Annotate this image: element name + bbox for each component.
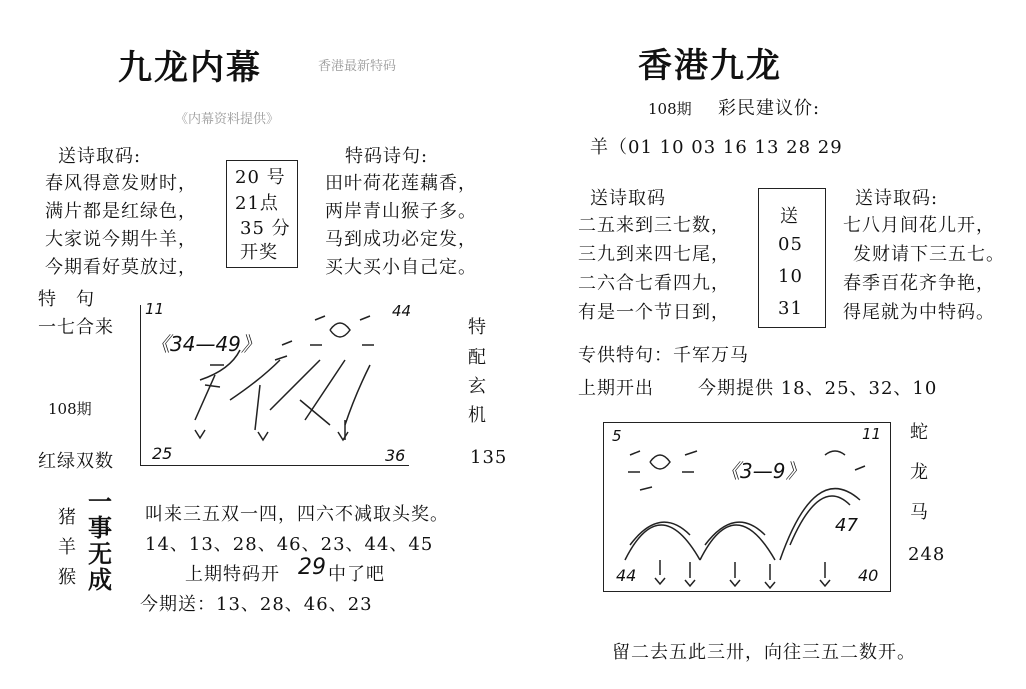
- right-poem-line: 二五来到三七数，: [578, 215, 730, 236]
- left-special-poem-header: 特码诗句:: [345, 146, 429, 167]
- left-sketch-tl: 11: [145, 300, 165, 318]
- left-subtitle: 香港最新特码: [318, 59, 397, 74]
- left-poem-line: 春风得意发财时，: [45, 173, 197, 194]
- right-special-poem-line: 得尾就为中特码。: [843, 302, 995, 323]
- right-poem-line: 有是一个节日到，: [578, 302, 730, 323]
- zodiac-monkey: 猴: [58, 567, 77, 588]
- right-advice: 彩民建议价:: [718, 98, 821, 119]
- right-sketch-tl: 5: [612, 427, 622, 445]
- left-side-number: 135: [470, 447, 508, 468]
- left-poem-header: 送诗取码:: [58, 146, 142, 167]
- draw-info-minute: 35 分: [240, 218, 291, 239]
- right-side-char: 马: [910, 502, 929, 523]
- left-line2: 14、13、28、46、23、44、45: [145, 534, 434, 555]
- right-title: 香港九龙: [638, 46, 782, 86]
- right-sketch-side: 47: [835, 515, 858, 536]
- special-phrase: 一七合来: [38, 317, 114, 338]
- send-box-number: 05: [778, 234, 803, 255]
- motto-char: 无: [88, 539, 112, 568]
- special-label: 特 句: [38, 289, 95, 310]
- left-line3-suffix: 中了吧: [328, 564, 385, 585]
- left-line3-prefix: 上期特码开: [185, 564, 280, 585]
- right-sketch-mid: 《3—9》: [720, 459, 806, 483]
- left-line1: 叫来三五双一四，四六不减取头奖。: [145, 504, 449, 525]
- left-poem-line: 大家说今期牛羊，: [45, 229, 197, 250]
- left-sketch-mid: 《34—49》: [150, 332, 261, 356]
- draw-info-hour: 21点: [235, 193, 279, 214]
- motto-char: 成: [88, 565, 112, 594]
- right-footer: 留二去五此三卅，向往三五二数开。: [612, 642, 916, 663]
- left-special-poem-line: 田叶荷花莲藕香，: [325, 173, 477, 194]
- right-special-poem-header: 送诗取码:: [855, 188, 939, 209]
- right-poem-line: 三九到来四七尾，: [578, 244, 730, 265]
- right-offer: 今期提供 18、25、32、10: [698, 378, 938, 399]
- right-special-poem-line: 发财请下三五七。: [853, 244, 1005, 265]
- right-goat-row: 羊（01 10 03 16 13 28 29: [590, 137, 843, 158]
- left-special-poem-line: 买大买小自己定。: [325, 257, 477, 278]
- left-side-char: 配: [468, 347, 487, 368]
- right-special-phrase: 专供特句：千军万马: [578, 345, 749, 366]
- zodiac-goat: 羊: [58, 537, 77, 558]
- right-sketch-tr: 11: [862, 425, 882, 443]
- left-sketch-tr: 44: [392, 302, 412, 320]
- left-side-char: 机: [468, 405, 487, 426]
- right-poem-line: 二六合七看四九，: [578, 273, 730, 294]
- right-issue: 108期: [648, 100, 692, 118]
- color-label: 红绿双数: [38, 451, 114, 472]
- left-side-char: 特: [468, 317, 487, 338]
- left-line4: 今期送：13、28、46、23: [140, 594, 373, 615]
- send-box-number: 31: [778, 298, 803, 319]
- send-box-number: 10: [778, 266, 803, 287]
- motto-char: 一: [88, 487, 112, 516]
- send-box-label: 送: [780, 206, 799, 227]
- right-poem-header: 送诗取码: [590, 188, 666, 209]
- left-side-char: 玄: [468, 376, 487, 397]
- right-side-number: 248: [908, 544, 946, 565]
- left-poem-line: 今期看好莫放过，: [45, 257, 197, 278]
- left-sketch-br: 36: [385, 446, 406, 465]
- right-special-poem-line: 七八月间花儿开，: [843, 215, 995, 236]
- right-side-char: 龙: [910, 462, 929, 483]
- left-line3-num: 29: [298, 555, 326, 580]
- left-title: 九龙内幕: [118, 48, 262, 88]
- left-poem-line: 满片都是红绿色，: [45, 201, 197, 222]
- draw-info-day: 20 号: [235, 167, 286, 188]
- right-sketch-bl: 44: [616, 566, 637, 585]
- right-last-label: 上期开出: [578, 378, 654, 399]
- left-subtitle2: 《内幕资料提供》: [175, 112, 280, 127]
- right-side-char: 蛇: [910, 422, 929, 443]
- left-special-poem-line: 两岸青山猴子多。: [325, 201, 477, 222]
- left-special-poem-line: 马到成功必定发，: [325, 229, 477, 250]
- left-sketch-bl: 25: [152, 444, 173, 463]
- left-issue: 108期: [48, 400, 92, 418]
- draw-info-label: 开奖: [240, 242, 278, 263]
- right-sketch-br: 40: [858, 566, 879, 585]
- motto-char: 事: [88, 513, 112, 542]
- zodiac-pig: 猪: [58, 507, 77, 528]
- right-special-poem-line: 春季百花齐争艳，: [843, 273, 995, 294]
